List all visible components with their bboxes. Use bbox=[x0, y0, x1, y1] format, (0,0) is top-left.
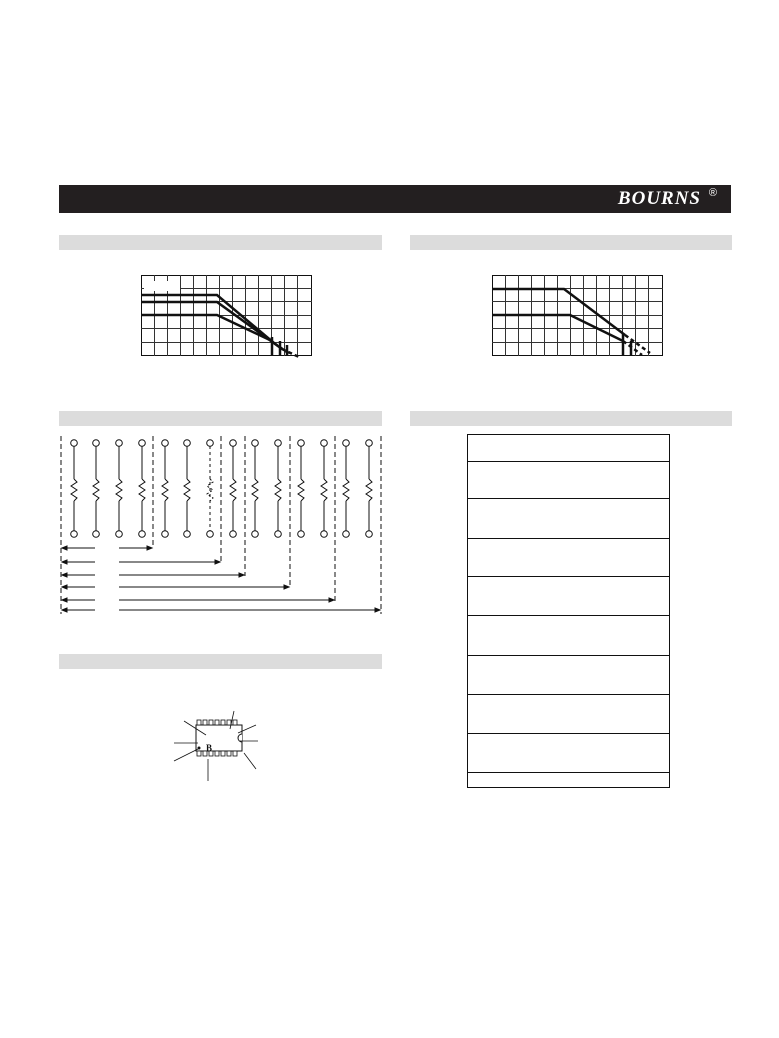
resistor-elements bbox=[71, 440, 373, 538]
derating-curve-2 bbox=[141, 302, 282, 349]
table-row bbox=[468, 655, 669, 656]
part-number-table bbox=[467, 434, 670, 788]
table-row bbox=[468, 733, 669, 734]
section-bar-derating-left bbox=[59, 235, 382, 250]
section-bar-package bbox=[59, 654, 382, 669]
derating-chart-right bbox=[492, 275, 664, 357]
resistor-8 bbox=[230, 440, 237, 538]
resistor-12 bbox=[321, 440, 328, 538]
package-marking-diagram bbox=[170, 707, 270, 787]
resistor-6 bbox=[184, 440, 191, 538]
header-bar bbox=[59, 185, 731, 213]
section-bar-table bbox=[410, 411, 732, 426]
table-row bbox=[468, 772, 669, 773]
table-row bbox=[468, 576, 669, 577]
resistor-11 bbox=[298, 440, 305, 538]
derating-curve-lower-extension bbox=[623, 341, 642, 355]
brand-logo: BOURNS bbox=[617, 188, 701, 209]
table-row bbox=[468, 498, 669, 499]
table-row bbox=[468, 615, 669, 616]
resistor-4 bbox=[139, 440, 146, 538]
resistor-1 bbox=[71, 440, 78, 538]
table-row bbox=[468, 538, 669, 539]
resistor-13 bbox=[343, 440, 350, 538]
resistor-5 bbox=[162, 440, 169, 538]
resistor-7-dashed bbox=[207, 440, 214, 538]
section-bar-derating-right bbox=[410, 235, 732, 250]
resistor-schematic bbox=[59, 436, 384, 616]
table-row bbox=[468, 694, 669, 695]
resistor-3 bbox=[116, 440, 123, 538]
package-logo: B bbox=[206, 743, 213, 753]
resistor-10 bbox=[275, 440, 282, 538]
resistor-14 bbox=[366, 440, 373, 538]
table-row bbox=[468, 461, 669, 462]
section-bar-schematic bbox=[59, 411, 382, 426]
registered-mark: ® bbox=[708, 187, 717, 199]
resistor-2 bbox=[93, 440, 100, 538]
package-body bbox=[196, 720, 242, 756]
dimension-arrows bbox=[62, 546, 380, 612]
derating-chart-left bbox=[141, 275, 313, 357]
resistor-9 bbox=[252, 440, 259, 538]
